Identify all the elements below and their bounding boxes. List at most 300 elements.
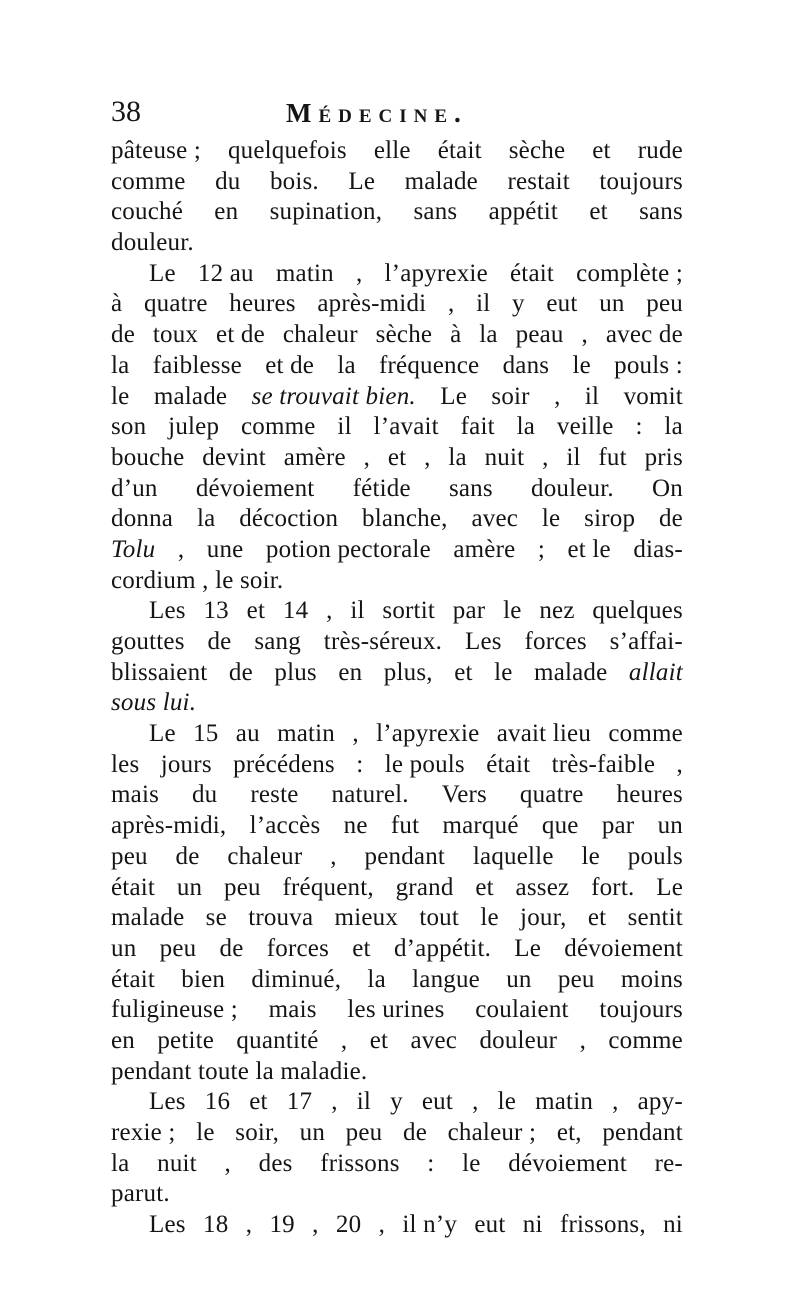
- text-line: [111, 995, 683, 1026]
- word: et: [352, 934, 371, 962]
- word: vomit: [623, 382, 683, 410]
- word: nuit: [157, 1149, 197, 1177]
- word: était: [111, 873, 156, 901]
- word: eut: [546, 290, 578, 318]
- word: et de: [216, 321, 265, 349]
- word: et le: [567, 535, 611, 563]
- word: dias-: [633, 535, 683, 563]
- word: rude: [637, 137, 683, 164]
- word: Le: [656, 873, 683, 901]
- word: avec: [471, 505, 519, 533]
- word: le: [480, 904, 499, 932]
- word: 16: [204, 1088, 231, 1116]
- word: avec de: [605, 321, 683, 349]
- word: un: [599, 290, 625, 318]
- word: fétide: [352, 474, 411, 502]
- word: l’apyrexie: [384, 259, 488, 287]
- word: la: [111, 1149, 130, 1177]
- word: eut: [474, 1211, 506, 1239]
- text-line: [111, 136, 683, 167]
- text-line: [111, 627, 683, 658]
- word: matin: [535, 1088, 594, 1116]
- word: reste: [250, 781, 299, 809]
- word: complète ;: [576, 259, 683, 287]
- word: chaleur: [282, 321, 358, 349]
- word: quatre: [143, 290, 208, 318]
- text-line: [111, 719, 683, 750]
- word: et: [475, 873, 494, 901]
- word: pendant: [602, 1119, 683, 1146]
- word: rexie ;: [111, 1119, 176, 1146]
- word: le: [497, 1088, 517, 1116]
- word: peu: [646, 290, 683, 318]
- word: supination,: [269, 198, 383, 226]
- word: forces: [266, 934, 330, 962]
- text-line: [111, 903, 683, 934]
- word: pouls: [627, 842, 683, 870]
- word: blissaient: [111, 658, 208, 686]
- word: blanche,: [362, 505, 448, 533]
- word: nuit: [484, 443, 525, 471]
- word: de: [207, 628, 232, 655]
- word: il n’y: [402, 1211, 458, 1239]
- word: peau: [515, 321, 564, 349]
- word: il: [584, 382, 600, 410]
- word: langue: [412, 965, 480, 993]
- word: sans: [448, 474, 493, 502]
- word: un: [506, 965, 532, 993]
- word: y: [390, 1088, 403, 1116]
- word: sèche: [508, 137, 566, 164]
- word: Les: [149, 1211, 186, 1239]
- word: fait: [460, 413, 495, 441]
- word: laquelle: [472, 842, 554, 870]
- word: naturel.: [331, 781, 409, 809]
- word: de: [175, 842, 200, 870]
- word: toujours: [599, 996, 683, 1024]
- word: du: [215, 167, 241, 195]
- text-line: [111, 320, 683, 351]
- word: malade: [534, 658, 608, 686]
- word: le pouls: [384, 750, 465, 778]
- word: sirop: [584, 505, 636, 533]
- word: amère: [283, 443, 346, 471]
- word: matin: [277, 720, 336, 748]
- text-line: [111, 351, 683, 382]
- word: mais: [268, 996, 317, 1024]
- word: peu: [159, 934, 197, 962]
- word: ,: [579, 1026, 587, 1054]
- word: ,: [312, 1211, 319, 1239]
- text-line: [111, 474, 683, 505]
- word: ,: [340, 1026, 348, 1054]
- word: toujours: [599, 167, 683, 195]
- word: 20: [335, 1211, 362, 1239]
- word: fuligineuse ;: [111, 996, 238, 1024]
- word: ,: [612, 1088, 619, 1116]
- word: il: [337, 413, 352, 441]
- word: 15: [193, 720, 219, 748]
- word: ,: [202, 566, 209, 594]
- word: bien: [181, 965, 226, 993]
- word: du: [191, 781, 218, 809]
- word: très-séreux.: [323, 628, 443, 655]
- word: peu: [345, 1119, 383, 1146]
- word: et: [592, 137, 611, 164]
- word: le: [111, 382, 130, 410]
- word: matin: [275, 259, 334, 287]
- text-line: [111, 873, 683, 904]
- word: que: [541, 812, 579, 840]
- word: allait: [628, 658, 683, 686]
- word: pris: [644, 443, 683, 471]
- text-line: [111, 1149, 683, 1180]
- text-line: [111, 934, 683, 965]
- word: ,: [331, 1088, 338, 1116]
- word: se trouvait bien.: [251, 382, 416, 410]
- word: sans: [413, 198, 458, 226]
- word: et,: [556, 1119, 582, 1146]
- word: diminué,: [251, 965, 342, 993]
- word: Tolu: [111, 535, 156, 563]
- word: un: [657, 812, 683, 840]
- word: veille: [556, 413, 614, 441]
- word: fréquent,: [282, 873, 374, 901]
- word: décoction: [239, 505, 339, 533]
- text-line: [111, 412, 683, 443]
- word: fort.: [591, 873, 635, 901]
- word: après-midi,: [111, 812, 227, 840]
- word: en: [214, 198, 239, 226]
- word: petite: [157, 1026, 215, 1054]
- word: sortit: [382, 597, 435, 625]
- word: par: [601, 812, 635, 840]
- word: sans: [639, 198, 683, 226]
- text-line: [111, 566, 683, 597]
- word: l’accès: [249, 812, 321, 840]
- word: la: [196, 505, 216, 533]
- word: apy-: [637, 1088, 683, 1116]
- word: julep: [168, 413, 220, 441]
- word: plus: [274, 658, 317, 686]
- word: frissons,: [559, 1211, 646, 1239]
- page-header: [111, 93, 671, 133]
- word: amère: [453, 535, 516, 563]
- word: le: [572, 351, 591, 379]
- text-line: [111, 658, 683, 689]
- word: Le: [440, 382, 468, 410]
- word: et: [249, 1088, 268, 1116]
- word: l’avait: [373, 413, 439, 441]
- word: Le: [149, 720, 176, 748]
- word: ,: [352, 720, 359, 748]
- word: ,: [245, 1211, 253, 1239]
- word: la: [111, 351, 130, 379]
- word: douleur: [479, 1026, 558, 1054]
- word: la: [448, 443, 467, 471]
- word: marqué: [442, 812, 519, 840]
- word: ,: [676, 750, 683, 778]
- word: la: [337, 351, 356, 379]
- word: y: [512, 290, 525, 318]
- word: de: [228, 658, 253, 686]
- text-line: [111, 443, 683, 474]
- word: frissons: [320, 1149, 400, 1177]
- word: de: [111, 321, 135, 349]
- word: des: [258, 1149, 293, 1177]
- word: était: [111, 965, 156, 993]
- word: ,: [355, 259, 363, 287]
- word: appétit: [488, 198, 559, 226]
- running-title: Médecine.: [286, 98, 468, 128]
- word: cordium: [111, 566, 196, 594]
- word: les urines: [347, 996, 445, 1024]
- word: bouche: [111, 443, 185, 471]
- word: comme: [111, 167, 186, 195]
- word: et: [587, 904, 607, 932]
- word: mieux: [334, 904, 399, 932]
- text-line: [111, 596, 683, 627]
- word: et: [589, 198, 608, 226]
- word: maladie.: [280, 1057, 368, 1085]
- text-line: [111, 228, 683, 259]
- text-line: [111, 504, 683, 535]
- word: peu: [224, 873, 261, 901]
- word: le: [581, 842, 600, 870]
- word: et: [246, 597, 266, 625]
- word: 14: [282, 597, 309, 625]
- word: quatre: [519, 781, 584, 809]
- word: elle: [373, 137, 411, 164]
- word: comme: [608, 1026, 683, 1054]
- word: d’appétit.: [393, 934, 492, 962]
- word: pâteuse ;: [111, 137, 201, 164]
- word: fut: [390, 812, 420, 840]
- word: et: [369, 1026, 389, 1054]
- word: 18: [203, 1211, 229, 1239]
- text-line: [111, 1210, 683, 1241]
- word: nez: [539, 597, 575, 625]
- word: quantité: [236, 1026, 319, 1054]
- word: à: [111, 290, 123, 318]
- word: 12 au: [197, 259, 254, 287]
- word: douleur.: [111, 229, 194, 257]
- word: parut.: [111, 1180, 170, 1208]
- word: ,: [581, 321, 588, 349]
- word: le: [494, 658, 513, 686]
- word: toute: [198, 1057, 249, 1085]
- word: fréquence: [379, 351, 480, 379]
- word: 13: [203, 597, 229, 625]
- word: une: [206, 535, 244, 563]
- word: ,: [363, 443, 371, 471]
- word: la: [367, 965, 386, 993]
- text-line: [111, 1179, 683, 1210]
- word: sentit: [627, 904, 683, 932]
- word: en: [111, 1026, 135, 1054]
- word: de: [219, 934, 244, 962]
- word: ,: [542, 443, 549, 471]
- word: en: [338, 658, 363, 686]
- word: par: [452, 597, 486, 625]
- word: grand: [395, 873, 454, 901]
- word: malade: [153, 382, 228, 410]
- word: il: [356, 1088, 372, 1116]
- word: à: [450, 321, 462, 349]
- text-line: [111, 1087, 683, 1118]
- word: jour,: [520, 904, 567, 932]
- text-line: [111, 1026, 683, 1057]
- text-line: [111, 535, 683, 566]
- word: peu: [557, 965, 595, 993]
- word: Les: [149, 1088, 186, 1116]
- word: ,: [447, 290, 455, 318]
- word: ,: [326, 597, 333, 625]
- word: s’affai-: [609, 628, 683, 655]
- word: le: [541, 505, 561, 533]
- word: tout: [419, 904, 460, 932]
- word: était: [486, 750, 531, 778]
- word: dévoiement: [508, 1149, 627, 1177]
- word: pouls :: [614, 351, 683, 379]
- word: Le: [348, 167, 376, 195]
- word: il: [350, 597, 365, 625]
- word: avait lieu: [496, 720, 592, 748]
- word: le: [503, 597, 522, 625]
- word: pendant: [364, 842, 446, 870]
- word: après-midi: [317, 290, 427, 318]
- word: ,: [177, 535, 185, 563]
- word: ,: [224, 1149, 231, 1177]
- word: sous lui.: [111, 689, 197, 717]
- word: re-: [654, 1149, 683, 1177]
- word: la: [255, 1057, 274, 1085]
- text-line: [111, 780, 683, 811]
- word: toux: [152, 321, 199, 349]
- word: moins: [620, 965, 683, 993]
- word: ,: [554, 382, 561, 410]
- word: ,: [472, 1088, 479, 1116]
- word: ;: [537, 535, 546, 563]
- word: jours: [160, 750, 212, 778]
- word: :: [356, 750, 364, 778]
- word: On: [652, 474, 683, 502]
- word: plus,: [383, 658, 433, 686]
- word: ni: [663, 1211, 683, 1239]
- word: trouva: [248, 904, 314, 932]
- word: dans: [502, 351, 550, 379]
- word: la: [479, 321, 498, 349]
- word: dévoiement: [564, 934, 683, 962]
- word: était: [510, 259, 555, 287]
- word: forces: [524, 628, 587, 655]
- word: quelques: [592, 597, 683, 625]
- word: dévoiement: [195, 474, 315, 502]
- word: sèche: [375, 321, 433, 349]
- word: soir.: [239, 566, 284, 594]
- word: assez: [515, 873, 570, 901]
- word: bois.: [269, 167, 319, 195]
- word: eut: [421, 1088, 454, 1116]
- word: ni: [522, 1211, 543, 1239]
- word: le: [215, 566, 234, 594]
- word: chaleur: [227, 842, 303, 870]
- word: ,: [330, 842, 337, 870]
- word: gouttes: [111, 628, 185, 655]
- word: heures: [229, 290, 296, 318]
- text-line: [111, 750, 683, 781]
- word: était: [437, 137, 482, 164]
- word: Les: [464, 628, 502, 655]
- word: heures: [616, 781, 683, 809]
- word: le: [196, 1119, 215, 1146]
- word: comme: [241, 413, 316, 441]
- word: soir: [491, 382, 530, 410]
- text-line: [111, 197, 683, 228]
- text-line: [111, 811, 683, 842]
- word: un: [111, 934, 137, 962]
- word: ,: [424, 443, 431, 471]
- word: 17: [286, 1088, 313, 1116]
- text-line: [111, 1118, 683, 1149]
- word: :: [427, 1149, 435, 1177]
- word: chaleur ;: [447, 1119, 537, 1146]
- word: et: [454, 658, 473, 686]
- word: mais: [111, 781, 160, 809]
- text-line: [111, 1057, 683, 1088]
- word: d’un: [111, 474, 158, 502]
- word: 19: [269, 1211, 295, 1239]
- word: avec: [410, 1026, 458, 1054]
- text-line: [111, 842, 683, 873]
- word: la: [664, 413, 683, 441]
- word: :: [635, 413, 643, 441]
- word: les: [111, 750, 140, 778]
- word: quelquefois: [227, 137, 347, 164]
- word: couché: [111, 198, 183, 226]
- word: l’apyrexie: [376, 720, 480, 748]
- word: son: [111, 413, 147, 441]
- word: Vers: [441, 781, 487, 809]
- body-text: [111, 136, 683, 1241]
- word: devint: [202, 443, 266, 471]
- word: se: [205, 904, 227, 932]
- text-line: [111, 259, 683, 290]
- word: Le: [149, 259, 176, 287]
- word: peu: [111, 842, 148, 870]
- word: la: [516, 413, 536, 441]
- word: au: [235, 720, 260, 748]
- word: le: [462, 1149, 481, 1177]
- word: fut: [598, 443, 627, 471]
- page-number: 38: [111, 95, 141, 128]
- text-line: [111, 688, 683, 719]
- word: un: [299, 1119, 326, 1146]
- text-line: [111, 965, 683, 996]
- word: potion pectorale: [265, 535, 431, 563]
- word: précédens: [233, 750, 335, 778]
- word: faiblesse: [152, 351, 242, 379]
- word: pendant: [111, 1057, 192, 1085]
- word: il: [566, 443, 581, 471]
- word: de: [403, 1119, 427, 1146]
- text-line: [111, 289, 683, 320]
- word: soir,: [235, 1119, 280, 1146]
- word: comme: [608, 720, 683, 748]
- word: malade: [404, 167, 478, 195]
- word: très-faible: [551, 750, 656, 778]
- word: il: [476, 290, 491, 318]
